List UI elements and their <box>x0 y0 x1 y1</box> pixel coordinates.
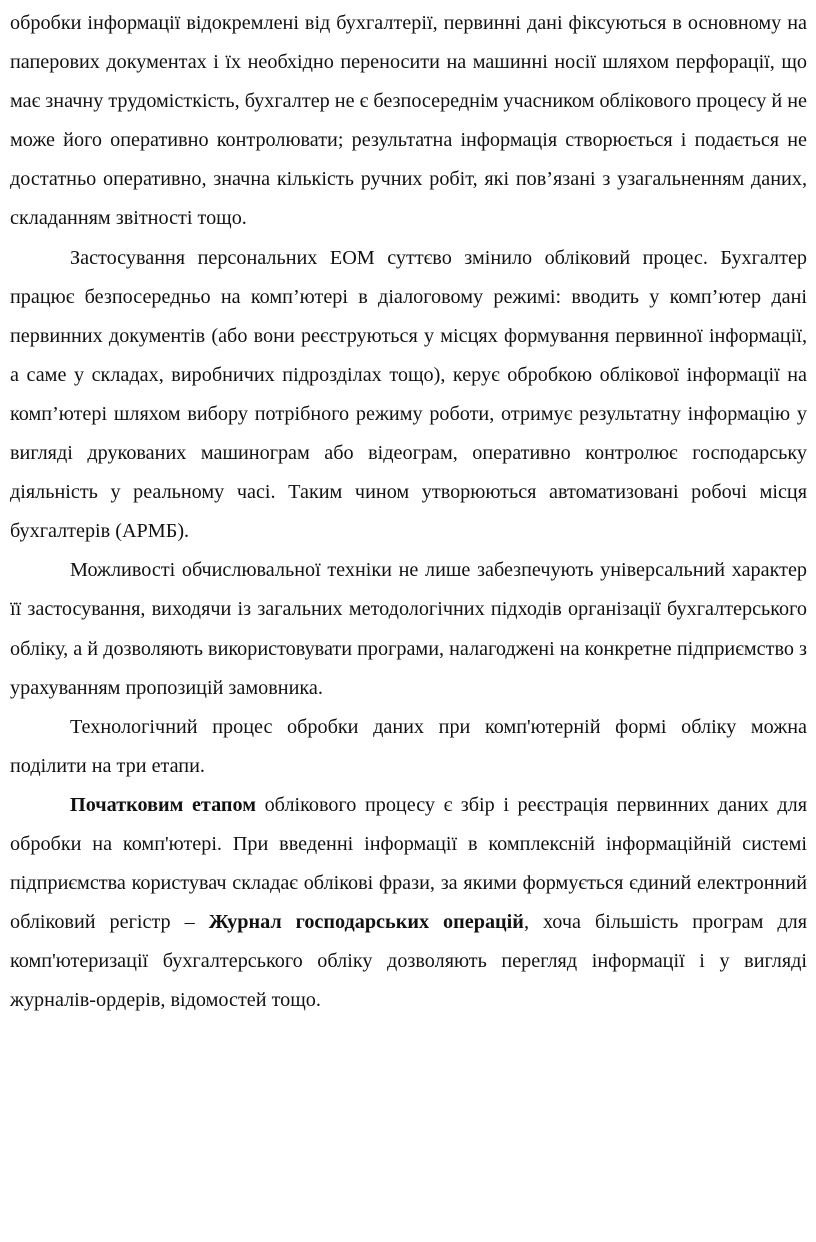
paragraph-3: Можливості обчислювальної техніки не лише забезпечують універсальний характер її застосування, виходячи із загальних методологічних підходів організації бухгалтерського обліку, а й дозволяють використовувати програми, налагоджені на конкретне підприємство з урахуванням пропозицій замовника. <box>10 559 807 699</box>
paragraph-1: обробки інформації відокремлені від бухгалтерії, первинні дані фіксуються в основному на паперових документах і їх необхідно переносити на машинні носії шляхом перфорації, що має значну трудомісткість, бухгалтер не є безпосереднім учасником облікового процесу й не може його оперативно контролювати; результатна інформація створюється і подається не достатньо оперативно, значна кількість ручних робіт, які пов’язані з узагальненням даних, складанням звітності тощо. <box>10 12 807 230</box>
journal-term: Журнал господарських операцій <box>208 911 524 934</box>
paragraph-5 <box>10 786 807 1021</box>
paragraph-5-end: , хоча більшість програм для комп'ютеризації бухгалтерського обліку дозволяють перегляд інформації і у вигляді журналів-ордерів, відомостей тощо. <box>10 911 807 1012</box>
paragraph-2: Застосування персональних ЕОМ суттєво змінило обліковий процес. Бухгалтер працює безпосередньо на комп’ютері в діалоговому режимі: вводить у комп’ютер дані первинних документів (або вони реєструються у місцях формування первинної інформації, а саме у складах, виробничих підрозділах тощо), керує обробкою облікової інформації на комп’ютері шляхом вибору потрібного режиму роботи, отримує результатну інформацію у вигляді друкованих машинограм або відеограм, оперативно контролює господарську діяльність у реальному часі. Таким чином утворюються автоматизовані робочі місця бухгалтерів (АРМБ). <box>10 246 807 543</box>
initial-stage-lead: Початковим етапом <box>70 793 257 816</box>
document-page <box>10 4 807 1020</box>
paragraph-4: Технологічний процес обробки даних при комп'ютерній формі обліку можна поділити на три етапи. <box>10 715 807 777</box>
paragraph-5-body: облікового процесу є збір і реєстрація первинних даних для обробки на комп'ютері. При введенні інформації в комплексній інформаційній системі підприємства користувач складає облікові фрази, за якими формується єдиний електронний обліковий регістр – <box>10 793 807 934</box>
